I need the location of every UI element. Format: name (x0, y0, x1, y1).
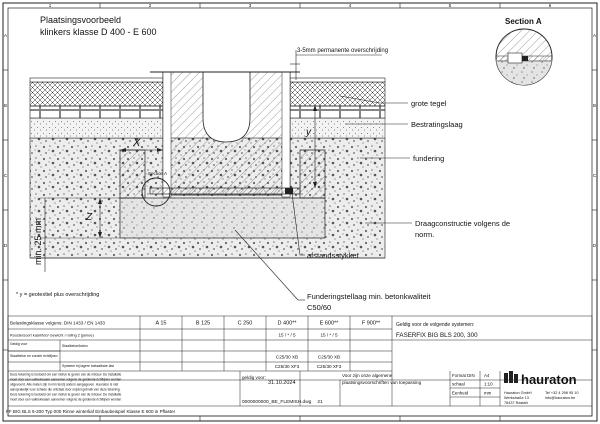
disclaimer-2b: moet door een vakbekwaam aannemer volgens de geldende richtlijnen worden (10, 397, 122, 402)
note-1: Voor zijn onze algemene (342, 373, 393, 378)
col-label: 5 (448, 3, 452, 8)
code-e-1: C25/30 XB (317, 354, 341, 360)
disclaimer-3: uitgevoerd. Alle maten zijn in mm tenzij anders aangegeven. Hauraton is niet (10, 382, 119, 387)
callout-tile: grote tegel (411, 99, 447, 108)
row-label: D (592, 243, 597, 248)
address-1: Hauraton GmbH (504, 391, 532, 395)
callout-spacer: afstandsstykket (307, 251, 359, 260)
address-block (504, 391, 578, 405)
channel-opening (203, 72, 250, 142)
title-block-text (6, 321, 493, 415)
disclaimer-1: Deze tekening is bedoeld om een indruk te geven van de inbouw. De installatie (10, 372, 122, 377)
row2-val-d: 15 / * / 5 (278, 332, 296, 338)
phone: Tel +32 4 298 95 10 (545, 391, 579, 395)
row-label: D (3, 243, 8, 248)
code-e-2: C25/30 XF3 (316, 364, 342, 369)
row-label: B (592, 103, 597, 108)
dim-z-label: Z (86, 212, 93, 223)
code-d-2: C25/30 XF3 (274, 364, 300, 369)
address-3: 76437 Rastatt (504, 401, 528, 405)
row-label: A (3, 33, 8, 38)
class-a: A 15 (155, 320, 167, 327)
pavers-right (290, 106, 385, 118)
units-label: Eenheid (452, 390, 469, 396)
spacer-strip (150, 188, 300, 194)
scale-label: schaal (452, 381, 465, 387)
callout-support-2: norm. (415, 230, 435, 239)
row2-val-e: 15 / * / 5 (320, 332, 338, 338)
drawing-subtitle: klinkers klasse D 400 - E 600 (40, 27, 157, 37)
col-label: 4 (348, 3, 352, 8)
footnote: * y = geotextiel plus overschrijding (16, 292, 100, 298)
dim-x-label: X (133, 137, 141, 149)
row2-label: Roostersoort kaart/teb/ Gewicht / rolling 2 (ja/nee) (10, 333, 94, 338)
callout-bedding: Bestratingslaag (411, 120, 463, 129)
row-label: C (3, 173, 8, 178)
code-d-1: C25/30 XB (275, 354, 299, 360)
callout-foundation: fundering (413, 154, 445, 163)
concrete-bed (120, 198, 325, 238)
row1-label: Belastingsklasse volgens: DIN 1433 / EN 1433 (10, 320, 105, 326)
dim-y-label: y (306, 127, 311, 138)
email: info@hauraton.be (545, 396, 576, 400)
hauraton-logo (504, 371, 577, 387)
cross-section (30, 50, 385, 272)
class-d: D 400** (277, 320, 297, 327)
sheet-no: 21 (317, 400, 323, 405)
section-a-title: Section A (505, 17, 542, 26)
row-label: B (3, 103, 8, 108)
valid-until-label: geldig voor: (242, 375, 266, 380)
callout-concrete-1: Funderingstellaag min. betonkwaliteit (307, 292, 431, 301)
system-name: FASERFIX BIG BLS 200, 300 (396, 332, 478, 339)
drawing-title: Plaatsingsvoorbeeld (40, 15, 122, 25)
col-label: 2 (148, 3, 152, 8)
section-a-detail (490, 17, 560, 90)
class-b: B 125 (195, 320, 211, 327)
bedding-layer-left (30, 118, 163, 138)
valid-for-label: Geldig voor de volgende systemen: (396, 322, 475, 328)
disclaimer-2: moet door een vakbekwaam aannemer volgens de geldende richtlijnen worden (10, 377, 122, 382)
large-tile-right (290, 82, 385, 106)
format-value: A4 (484, 373, 490, 378)
disclaimer-1b: Deze tekening is bedoeld om een indruk te geven van de inbouw. De installatie (10, 392, 122, 397)
section-marker-label: Section A (148, 171, 168, 176)
note-2: plaatsingsvoorschriften van toepassing (342, 380, 422, 385)
valid-until: 31.10.2024 (268, 380, 296, 386)
class-c: C 250 (237, 320, 253, 327)
col-label: 3 (248, 3, 252, 8)
units-value: mm (484, 390, 492, 396)
large-tile-left (30, 82, 163, 106)
row-label: C (592, 173, 597, 178)
dim-min-label: min. 25 mm (33, 217, 43, 265)
pavers-left (30, 106, 163, 118)
col-label: 1 (48, 3, 52, 8)
class-e: E 600** (319, 320, 339, 327)
footer: FF BIG BLS 6-200 Typ 000 Rinne winterliaf Einbaubeispiel Klasse E 600 in Pflaster (6, 409, 176, 414)
brand-name: hauraton (521, 372, 577, 387)
small-label-b: Staalbeton/baton (62, 344, 88, 348)
address-2: Werkstraße 13 (504, 396, 529, 400)
drawing-no: 0000000000_BE_FLEMISH.dwg (242, 400, 312, 405)
small-label-a: Geldig voor (10, 342, 28, 346)
disclaimer-4: aansprakelijk voor schade die ontstaat door onjuist gebruik van deze tekening. (10, 387, 121, 392)
scale-value: 1:10 (484, 381, 493, 387)
format-label: Format DIN (452, 373, 475, 378)
small-label-c: Staalbeton en zonder richtlijnen (10, 354, 58, 358)
callout-support-1: Draagconstructie volgens de (415, 219, 511, 228)
bedding-layer-right (290, 118, 385, 138)
col-label: 6 (548, 3, 552, 8)
callout-concrete-2: C50/60 (307, 303, 332, 312)
small-label-d: Systeem bij lagere toelaatbare last (62, 364, 115, 368)
callout-overlap: 3-5mm permanente overschrijding (297, 48, 389, 54)
row-label: A (592, 33, 597, 38)
class-f: F 900** (361, 320, 381, 327)
